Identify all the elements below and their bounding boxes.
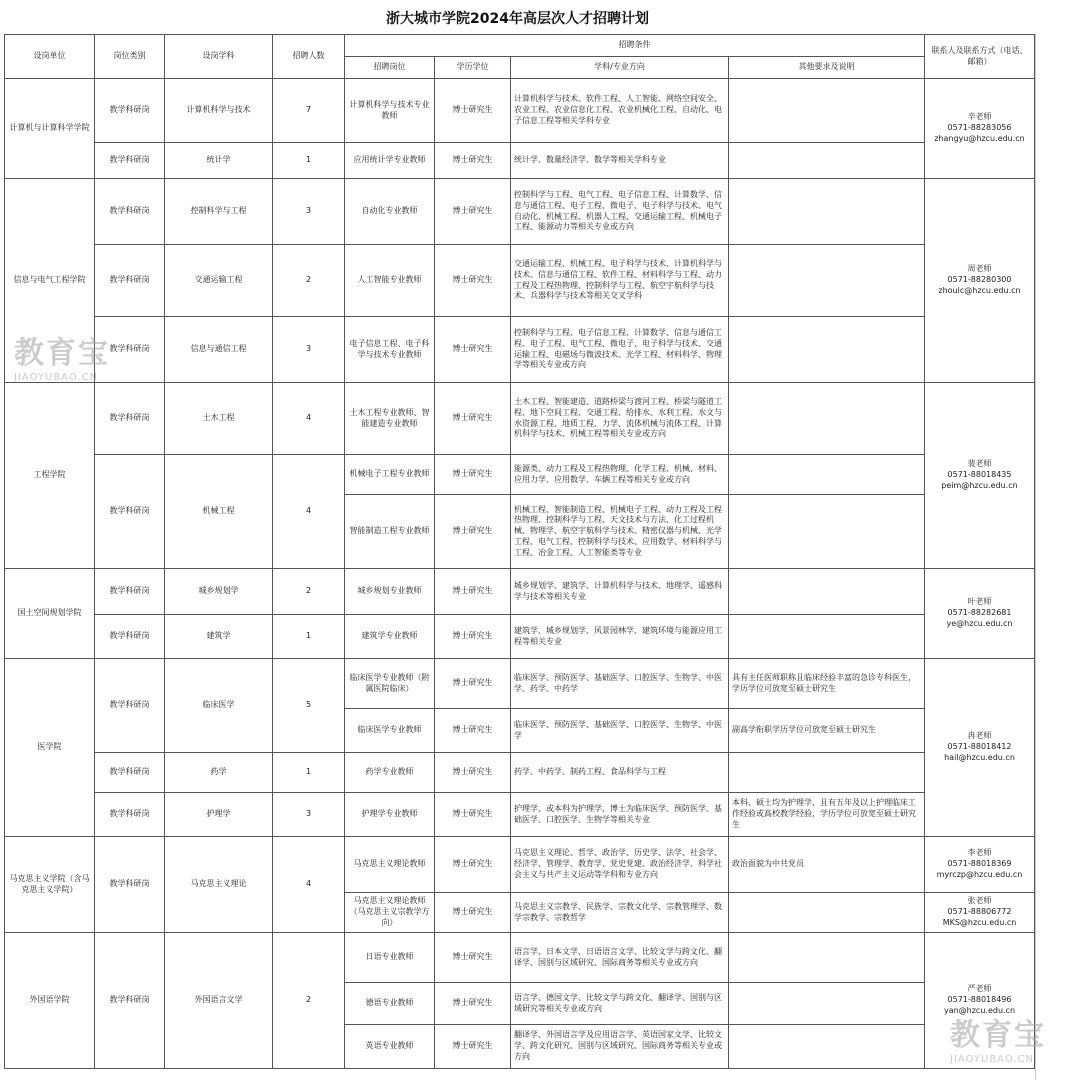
cell-other (729, 983, 925, 1025)
cell-post: 日语专业教师 (345, 933, 435, 983)
header-post: 招聘岗位 (345, 57, 435, 79)
document-title: 浙大城市学院2024年高层次人才招聘计划 (386, 11, 649, 27)
cell-other (729, 245, 925, 317)
cell-major: 土木工程、智能建造、道路桥梁与渡河工程、桥梁与隧道工程、地下空间工程、交通工程、给排水、水利工程、水文与水资源工程、地质工程、力学、流体机械与流体工程、计算机科学与技术、机械工程等相关专业或方向 (511, 383, 729, 455)
cell-degree: 博士研究生 (435, 179, 511, 245)
header-conditions: 招聘条件 (345, 35, 925, 57)
cell-major: 护理学、或本科为护理学，博士为临床医学、预防医学、基础医学、口腔医学、生物学等相关专业 (511, 793, 729, 837)
cell-discipline: 统计学 (165, 143, 273, 179)
cell-post: 药学专业教师 (345, 753, 435, 793)
cell-count: 3 (273, 317, 345, 383)
cell-unit: 国土空间规划学院 (5, 569, 95, 659)
cell-post: 建筑学专业教师 (345, 615, 435, 659)
cell-category: 教学科研岗 (95, 317, 165, 383)
cell-major: 控制科学与工程、电子信息工程、计算数学、信息与通信工程、电子工程、电气工程、微电子、电子科学与技术、交通运输工程、电磁场与微波技术、光学工程、材料科学、物理学等相关专业或方向 (511, 317, 729, 383)
cell-degree: 博士研究生 (435, 837, 511, 893)
header-count: 招聘人数 (273, 35, 345, 79)
cell-major: 临床医学、预防医学、基础医学、口腔医学、生物学、中医学 (511, 709, 729, 753)
cell-discipline: 建筑学 (165, 615, 273, 659)
cell-major: 语言学、德国文学、比较文学与跨文化、翻译学、国别与区域研究等相关专业或方向 (511, 983, 729, 1025)
cell-category: 教学科研岗 (95, 455, 165, 569)
cell-post: 马克思主义理论教师（马克思主义宗教学方向） (345, 893, 435, 933)
cell-category: 教学科研岗 (95, 837, 165, 933)
cell-category: 教学科研岗 (95, 659, 165, 753)
cell-other: 本科、硕士均为护理学，且有五年及以上护理临床工作经验或高校教学经验，学历学位可放宽至硕士研究生 (729, 793, 925, 837)
cell-post: 英语专业教师 (345, 1025, 435, 1069)
cell-count: 7 (273, 79, 345, 143)
cell-count: 2 (273, 933, 345, 1069)
watermark-subtext: JIAOYUBAO.CN (14, 372, 98, 383)
cell-category: 教学科研岗 (95, 143, 165, 179)
cell-post: 计算机科学与技术专业教师 (345, 79, 435, 143)
cell-count: 5 (273, 659, 345, 753)
cell-post: 机械电子工程专业教师 (345, 455, 435, 495)
cell-category: 教学科研岗 (95, 933, 165, 1069)
cell-contact: 张老师 0571-88806772 MKS@hzcu.edu.cn (925, 893, 1035, 933)
header-other: 其他要求及说明 (729, 57, 925, 79)
cell-count: 1 (273, 143, 345, 179)
cell-major: 计算机科学与技术、软件工程、人工智能、网络空间安全、农业工程、农业信息化工程、农业机械化工程、自动化、电子信息工程等相关学科专业 (511, 79, 729, 143)
cell-post: 城乡规划专业教师 (345, 569, 435, 615)
cell-major: 药学、中药学、制药工程、食品科学与工程 (511, 753, 729, 793)
cell-category: 教学科研岗 (95, 179, 165, 245)
cell-discipline: 土木工程 (165, 383, 273, 455)
cell-major: 交通运输工程、机械工程、电子科学与技术、计算机科学与技术、信息与通信工程、软件工程、材料科学与工程、动力工程及工程热物理、控制科学与工程、航空宇航科学与技术、兵器科学与技术等相关交叉学科 (511, 245, 729, 317)
cell-count: 4 (273, 455, 345, 569)
cell-post: 电子信息工程、电子科学与技术专业教师 (345, 317, 435, 383)
cell-major: 翻译学、外国语言学及应用语言学、英语国家文学、比较文学、跨文化研究、国别与区域研究、国际商务等相关专业或方向 (511, 1025, 729, 1069)
cell-other: 具有主任医师职称且临床经验丰富的急诊专科医生，学历学位可放宽至硕士研究生 (729, 659, 925, 709)
cell-other (729, 495, 925, 569)
cell-discipline: 外国语言文学 (165, 933, 273, 1069)
cell-other (729, 615, 925, 659)
cell-other (729, 317, 925, 383)
header-degree: 学历学位 (435, 57, 511, 79)
cell-post: 马克思主义理论教师 (345, 837, 435, 893)
cell-degree: 博士研究生 (435, 753, 511, 793)
cell-discipline: 机械工程 (165, 455, 273, 569)
cell-unit: 计算机与计算科学学院 (5, 79, 95, 179)
header-category: 岗位类别 (95, 35, 165, 79)
watermark-subtext: JIAOYUBAO.CN (950, 1054, 1034, 1065)
cell-other (729, 79, 925, 143)
cell-contact: 李老师 0571-88018369 myrczp@hzcu.edu.cn (925, 837, 1035, 893)
cell-major: 城乡规划学、建筑学、计算机科学与技术、地理学、遥感科学与技术等相关专业 (511, 569, 729, 615)
cell-major: 控制科学与工程、电气工程、电子信息工程、计算数学、信息与通信工程、电子工程、微电子、电子科学与技术、电气自动化、机械工程、机器人工程、交通运输工程、机械电子工程、能源动力等相关专业或方向 (511, 179, 729, 245)
cell-degree: 博士研究生 (435, 317, 511, 383)
cell-discipline: 交通运输工程 (165, 245, 273, 317)
cell-count: 4 (273, 383, 345, 455)
cell-count: 1 (273, 615, 345, 659)
header-discipline: 设岗学科 (165, 35, 273, 79)
cell-post: 临床医学专业教师 (345, 709, 435, 753)
cell-other (729, 143, 925, 179)
cell-category: 教学科研岗 (95, 615, 165, 659)
cell-post: 人工智能专业教师 (345, 245, 435, 317)
cell-contact: 叶老师 0571-88282681 ye@hzcu.edu.cn (925, 569, 1035, 659)
cell-contact: 严老师 0571-88018496 yan@hzcu.edu.cn (925, 933, 1035, 1069)
cell-degree: 博士研究生 (435, 143, 511, 179)
cell-other: 政治面貌为中共党员 (729, 837, 925, 893)
cell-post: 临床医学专业教师（附属医院临床） (345, 659, 435, 709)
cell-discipline: 城乡规划学 (165, 569, 273, 615)
cell-major: 统计学、数量经济学、数学等相关学科专业 (511, 143, 729, 179)
cell-other (729, 383, 925, 455)
watermark-text: 教育宝 (950, 1018, 1046, 1053)
cell-contact: 辛老师 0571-88283056 zhangyu@hzcu.edu.cn (925, 79, 1035, 179)
cell-degree: 博士研究生 (435, 495, 511, 569)
cell-discipline: 信息与通信工程 (165, 317, 273, 383)
cell-unit: 外国语学院 (5, 933, 95, 1069)
cell-discipline: 临床医学 (165, 659, 273, 753)
cell-category: 教学科研岗 (95, 753, 165, 793)
cell-other (729, 753, 925, 793)
cell-degree: 博士研究生 (435, 659, 511, 709)
cell-major: 临床医学、预防医学、基础医学、口腔医学、生物学、中医学、药学、中药学 (511, 659, 729, 709)
cell-major: 机械工程、智能制造工程、机械电子工程、动力工程及工程热物理、控制科学与工程、天文技术与方法、化工过程机械、物理学、航空宇航科学与技术、精密仪器与机械、光学工程、电气工程、控制科学与技术、应用数学、材料科学与工程、冶金工程、人工智能类等专业 (511, 495, 729, 569)
sheet-edge-columns (1035, 34, 1080, 1080)
cell-other (729, 1025, 925, 1069)
cell-count: 1 (273, 753, 345, 793)
cell-degree: 博士研究生 (435, 933, 511, 983)
cell-other (729, 179, 925, 245)
cell-count: 2 (273, 245, 345, 317)
cell-post: 自动化专业教师 (345, 179, 435, 245)
cell-discipline: 护理学 (165, 793, 273, 837)
cell-degree: 博士研究生 (435, 455, 511, 495)
cell-post: 应用统计学专业教师 (345, 143, 435, 179)
cell-other (729, 569, 925, 615)
cell-count: 3 (273, 793, 345, 837)
cell-other: 副高学衔职学历学位可放宽至硕士研究生 (729, 709, 925, 753)
recruitment-table (4, 34, 1035, 1069)
cell-contact: 冉老师 0571-88018412 hail@hzcu.edu.cn (925, 659, 1035, 837)
cell-contact: 周老师 0571-88280300 zhoulc@hzcu.edu.cn (925, 179, 1035, 383)
cell-category: 教学科研岗 (95, 383, 165, 455)
cell-count: 3 (273, 179, 345, 245)
cell-post: 德语专业教师 (345, 983, 435, 1025)
watermark-text: 教育宝 (14, 336, 110, 371)
cell-unit: 工程学院 (5, 383, 95, 569)
cell-discipline: 马克思主义理论 (165, 837, 273, 933)
cell-count: 4 (273, 837, 345, 933)
cell-degree: 博士研究生 (435, 793, 511, 837)
cell-unit: 医学院 (5, 659, 95, 837)
header-unit: 设岗单位 (5, 35, 95, 79)
cell-degree: 博士研究生 (435, 893, 511, 933)
cell-contact: 裴老师 0571-88018435 peim@hzcu.edu.cn (925, 383, 1035, 569)
cell-degree: 博士研究生 (435, 1025, 511, 1069)
cell-major: 语言学、日本文学、日语语言文学、比较文学与跨文化、翻译学、国别与区域研究、国际商务等相关专业或方向 (511, 933, 729, 983)
cell-degree: 博士研究生 (435, 615, 511, 659)
cell-degree: 博士研究生 (435, 709, 511, 753)
cell-post: 智能制造工程专业教师 (345, 495, 435, 569)
cell-major: 建筑学、城乡规划学、风景园林学、建筑环境与能源应用工程等相关专业 (511, 615, 729, 659)
cell-discipline: 药学 (165, 753, 273, 793)
cell-degree: 博士研究生 (435, 79, 511, 143)
cell-category: 教学科研岗 (95, 79, 165, 143)
cell-unit: 马克思主义学院（含马克思主义学院） (5, 837, 95, 933)
header-contact: 联系人及联系方式（电话、邮箱） (925, 35, 1035, 79)
cell-post: 土木工程专业教师、智能建造专业教师 (345, 383, 435, 455)
cell-major: 马克思主义宗教学、民族学、宗教文化学、宗教管理学、数学宗教学、宗教哲学 (511, 893, 729, 933)
cell-degree: 博士研究生 (435, 983, 511, 1025)
cell-unit: 信息与电气工程学院 (5, 179, 95, 383)
cell-major: 能源类、动力工程及工程热物理、化学工程、机械、材料、应用力学、应用数学、车辆工程等相关专业或方向 (511, 455, 729, 495)
cell-other (729, 933, 925, 983)
cell-discipline: 控制科学与工程 (165, 179, 273, 245)
cell-category: 教学科研岗 (95, 793, 165, 837)
cell-degree: 博士研究生 (435, 245, 511, 317)
cell-major: 马克思主义理论、哲学、政治学、历史学、法学、社会学、经济学、管理学、教育学、党史党建、政治经济学、科学社会主义与共产主义运动等学科和专业方向 (511, 837, 729, 893)
cell-degree: 博士研究生 (435, 569, 511, 615)
cell-other (729, 893, 925, 933)
cell-discipline: 计算机科学与技术 (165, 79, 273, 143)
header-major: 学科/专业方向 (511, 57, 729, 79)
cell-category: 教学科研岗 (95, 245, 165, 317)
cell-category: 教学科研岗 (95, 569, 165, 615)
cell-other (729, 455, 925, 495)
cell-degree: 博士研究生 (435, 383, 511, 455)
cell-count: 2 (273, 569, 345, 615)
cell-post: 护理学专业教师 (345, 793, 435, 837)
